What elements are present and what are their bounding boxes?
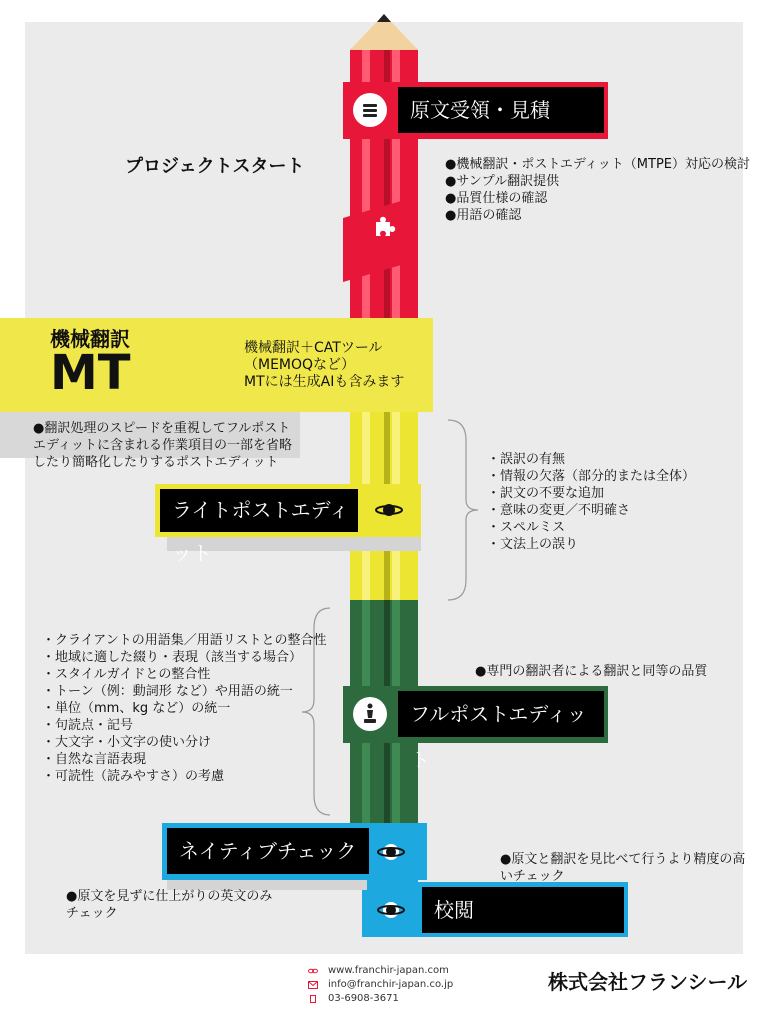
phone-number: 03-6908-3671 (328, 993, 399, 1004)
planet-icon-native (374, 835, 408, 869)
layers-icon (353, 93, 387, 127)
quote-note: ●サンプル翻訳提供 (445, 174, 560, 189)
full-item: ・クライアントの用語集／用語リストとの整合性 (42, 633, 327, 648)
quote-note: ●品質仕様の確認 (445, 191, 548, 206)
native-note: チェック (66, 906, 118, 921)
project-start-title: プロジェクトスタート (125, 156, 305, 177)
full-item: ・地域に適した綴り・表現（該当する場合） (42, 650, 303, 665)
mt-label: 機械翻訳 (50, 327, 130, 351)
puzzle-icon (368, 214, 398, 244)
planet-icon (372, 493, 406, 527)
email-link[interactable]: info@franchir-japan.co.jp (328, 979, 454, 990)
full-note: ●専門の翻訳者による翻訳と同等の品質 (475, 664, 708, 679)
company-name: 株式会社フランシール (548, 970, 748, 994)
mail-icon (308, 981, 318, 989)
full-item: ・可読性（読みやすさ）の考慮 (42, 769, 225, 784)
stage-light-post-edit: ライトポストエディット (160, 489, 358, 532)
link-icon (308, 967, 318, 975)
light-item: ・誤訳の有無 (487, 452, 566, 467)
mt-big-text: MT (50, 345, 131, 401)
proof-note: いチェック (500, 869, 565, 884)
quote-note: ●用語の確認 (445, 208, 522, 223)
light-item: ・文法上の誤り (487, 537, 579, 552)
light-desc-line: ●翻訳処理のスピードを重視してフルポスト (33, 421, 291, 436)
mt-desc-line: （MEMOQなど） (244, 357, 356, 373)
stage-proofreading: 校閲 (422, 887, 624, 933)
chess-icon (353, 697, 387, 731)
native-note: ●原文を見ずに仕上がりの英文のみ (66, 889, 273, 904)
light-item: ・意味の変更／不明確さ (487, 503, 631, 518)
full-item: ・自然な言語表現 (42, 752, 147, 767)
quote-note: ●機械翻訳・ポストエディット（MTPE）対応の検討 (445, 157, 750, 172)
planet-icon-proof (374, 893, 408, 927)
proof-note: ●原文と翻訳を見比べて行うより精度の高 (500, 852, 746, 867)
light-desc-line: したり簡略化したりするポストエディット (33, 455, 279, 470)
light-item: ・訳文の不要な追加 (487, 486, 605, 501)
light-item: ・情報の欠落（部分的または全体） (487, 469, 696, 484)
stage-native-check: ネイティブチェック (167, 828, 369, 874)
full-item: ・スタイルガイドとの整合性 (42, 667, 211, 682)
phone-icon (308, 995, 318, 1003)
stage-quote: 原文受領・見積 (398, 87, 604, 133)
website-link[interactable]: www.franchir-japan.com (328, 965, 449, 976)
full-item: ・大文字・小文字の使い分け (42, 735, 212, 750)
mt-desc-line: MTには生成AIも含みます (244, 374, 405, 390)
full-item: ・単位（mm、kg など）の統一 (42, 701, 231, 716)
light-desc-line: エディットに含まれる作業項目の一部を省略 (33, 438, 292, 453)
mt-desc-line: 機械翻訳＋CATツール (244, 340, 383, 356)
stage-full-post-edit: フルポストエディット (398, 691, 604, 737)
full-item: ・トーン（例：動詞形 など）や用語の統一 (42, 684, 293, 699)
full-item: ・句読点・記号 (42, 718, 134, 733)
light-item: ・スペルミス (487, 520, 566, 535)
